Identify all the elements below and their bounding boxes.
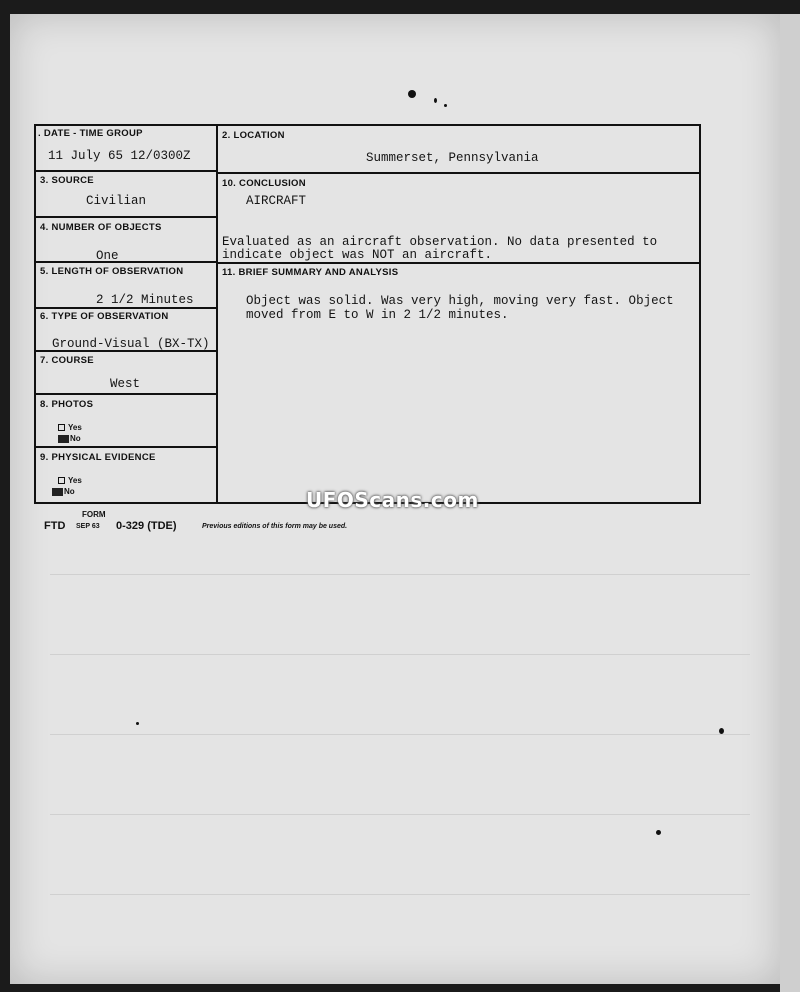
scan-speck — [136, 722, 139, 725]
footer-date-code: SEP 63 — [76, 523, 100, 530]
location-label: 2. LOCATION — [222, 130, 285, 141]
physical-evidence-no-label: No — [64, 487, 75, 496]
course-value: West — [110, 377, 141, 391]
watermark: UFOScans.com — [306, 488, 479, 512]
conclusion-value: AIRCRAFT — [246, 194, 307, 208]
conclusion-note-line1: Evaluated as an aircraft observation. No data presented to — [222, 235, 658, 249]
length-of-observation-value: 2 1/2 Minutes — [96, 293, 194, 307]
checkbox-empty-icon — [58, 424, 65, 431]
row-divider — [34, 446, 218, 448]
location-value: Summerset, Pennsylvania — [366, 151, 539, 165]
photos-yes-label: Yes — [68, 423, 82, 432]
physical-evidence-label: 9. PHYSICAL EVIDENCE — [40, 452, 156, 463]
date-time-group-value: 11 July 65 12/0300Z — [48, 149, 191, 163]
conclusion-label: 10. CONCLUSION — [222, 178, 306, 189]
number-of-objects-label: 4. NUMBER OF OBJECTS — [40, 222, 162, 233]
type-of-observation-label: 6. TYPE OF OBSERVATION — [40, 311, 169, 322]
scan-speck — [656, 830, 661, 835]
length-of-observation-label: 5. LENGTH OF OBSERVATION — [40, 266, 184, 277]
brief-summary-label: 11. BRIEF SUMMARY AND ANALYSIS — [222, 267, 399, 278]
course-label: 7. COURSE — [40, 355, 94, 366]
physical-evidence-yes-label: Yes — [68, 476, 82, 485]
physical-evidence-no-option — [52, 487, 75, 496]
photos-yes-option — [58, 423, 82, 432]
footer-form-word: FORM — [82, 510, 106, 519]
brief-summary-line1: Object was solid. Was very high, moving very fast. Object — [246, 294, 674, 308]
row-divider — [34, 307, 218, 309]
checkbox-marked-icon — [58, 435, 69, 443]
photos-label: 8. PHOTOS — [40, 399, 94, 410]
conclusion-note-line2: indicate object was NOT an aircraft. — [222, 248, 493, 262]
number-of-objects-value: One — [96, 249, 119, 263]
checkbox-empty-icon — [58, 477, 65, 484]
photos-no-option — [58, 434, 81, 443]
row-divider — [34, 216, 218, 218]
date-time-group-label: . DATE - TIME GROUP — [38, 128, 143, 139]
checkbox-marked-icon — [52, 488, 63, 496]
source-value: Civilian — [86, 194, 147, 208]
footer-note: Previous editions of this form may be used. — [202, 523, 348, 530]
scanner-edge — [780, 14, 800, 992]
brief-summary-line2: moved from E to W in 2 1/2 minutes. — [246, 308, 509, 322]
row-divider — [34, 170, 218, 172]
footer-ftd: FTD — [44, 520, 66, 532]
scan-speck — [434, 98, 437, 103]
scan-speck — [408, 90, 416, 98]
scan-speck — [444, 104, 447, 107]
physical-evidence-yes-option — [58, 476, 82, 485]
footer-form-number: 0-329 (TDE) — [116, 520, 177, 532]
source-label: 3. SOURCE — [40, 175, 94, 186]
row-divider — [34, 261, 218, 263]
row-divider — [34, 393, 218, 395]
row-divider — [216, 172, 701, 174]
row-divider — [216, 262, 701, 264]
scan-speck — [719, 728, 724, 734]
type-of-observation-value: Ground-Visual (BX-TX) — [52, 337, 210, 351]
photos-no-label: No — [70, 434, 81, 443]
